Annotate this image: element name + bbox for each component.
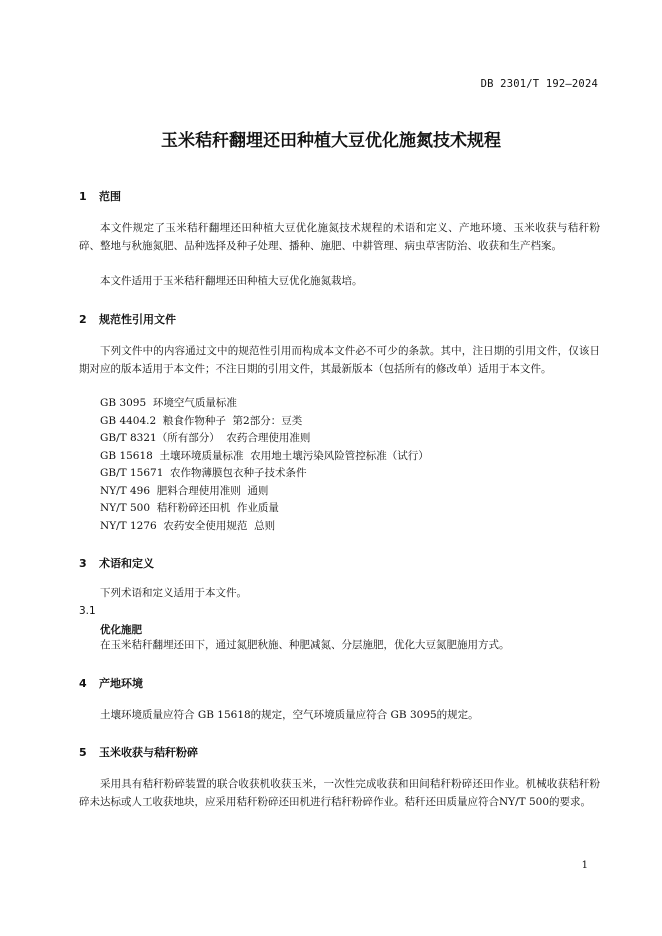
reference-item: NY/T 496 肥料合理使用准则 通则 xyxy=(100,485,269,497)
section-1-paragraph-2: 本文件适用于玉米秸秆翻埋还田种植大豆优化施氮栽培。 xyxy=(100,275,363,287)
section-3-heading xyxy=(79,555,154,571)
page-number: 1 xyxy=(581,860,588,871)
reference-item: GB/T 15671 农作物薄膜包衣种子技术条件 xyxy=(100,467,307,479)
section-2-paragraph-1: 下列文件中的内容通过文中的规范性引用而构成本文件必不可少的条款。其中，注日期的引用文件，仅该日期对应的版本适用于本文件；不注日期的引用文件，其最新版本（包括所有的修改单）适用于本文件。 xyxy=(79,345,600,375)
term-definition: 在玉米秸秆翻埋还田下，通过氮肥秋施、种肥减氮、分层施肥，优化大豆氮肥施用方式。 xyxy=(100,639,510,651)
section-1-title: 范围 xyxy=(99,190,121,203)
section-5-number: 5 xyxy=(79,746,87,759)
section-3-number: 3 xyxy=(79,557,87,570)
section-5-heading xyxy=(79,744,198,760)
reference-item: NY/T 500 秸秆粉碎还田机 作业质量 xyxy=(100,502,279,514)
reference-item: GB 4404.2 粮食作物种子 第2部分：豆类 xyxy=(100,415,303,427)
section-2-heading xyxy=(79,311,176,327)
reference-item: GB 3095 环境空气质量标准 xyxy=(100,397,237,409)
reference-item: GB 15618 土壤环境质量标准 农用地土壤污染风险管控标准（试行） xyxy=(100,450,429,462)
section-4-number: 4 xyxy=(79,677,87,690)
section-2-title: 规范性引用文件 xyxy=(99,313,176,326)
section-3-paragraph-1: 下列术语和定义适用于本文件。 xyxy=(100,587,247,599)
reference-item: GB/T 8321（所有部分） 农药合理使用准则 xyxy=(100,432,311,444)
section-3-title: 术语和定义 xyxy=(99,557,154,570)
section-5-paragraph-1: 采用具有秸秆粉碎装置的联合收获机收获玉米，一次性完成收获和田间秸秆粉碎还田作业。机械收获秸秆粉碎未达标或人工收获地块，应采用秸秆粉碎还田机进行秸秆粉碎作业。秸秆还田质量应符合NY/T 500的要求。 xyxy=(79,778,600,808)
section-5-title: 玉米收获与秸秆粉碎 xyxy=(99,746,198,759)
section-4-heading xyxy=(79,675,143,691)
section-1-number: 1 xyxy=(79,190,87,203)
term-name: 优化施肥 xyxy=(100,624,142,636)
term-number: 3.1 xyxy=(79,605,96,617)
section-1-paragraph-1: 本文件规定了玉米秸秆翻埋还田种植大豆优化施氮技术规程的术语和定义、产地环境、玉米收获与秸秆粉碎、整地与秋施氮肥、品种选择及种子处理、播种、施肥、中耕管理、病虫草害防治、收获和生产档案。 xyxy=(79,222,600,252)
page-title: 玉米秸秆翻埋还田种植大豆优化施氮技术规程 xyxy=(161,131,501,151)
section-1-heading xyxy=(79,188,121,204)
reference-item: NY/T 1276 农药安全使用规范 总则 xyxy=(100,520,276,532)
section-4-title: 产地环境 xyxy=(99,677,143,690)
section-2-number: 2 xyxy=(79,313,87,326)
document-id: DB 2301/T 192—2024 xyxy=(480,78,598,90)
section-4-paragraph-1: 土壤环境质量应符合 GB 15618的规定，空气环境质量应符合 GB 3095的规定。 xyxy=(100,709,479,721)
